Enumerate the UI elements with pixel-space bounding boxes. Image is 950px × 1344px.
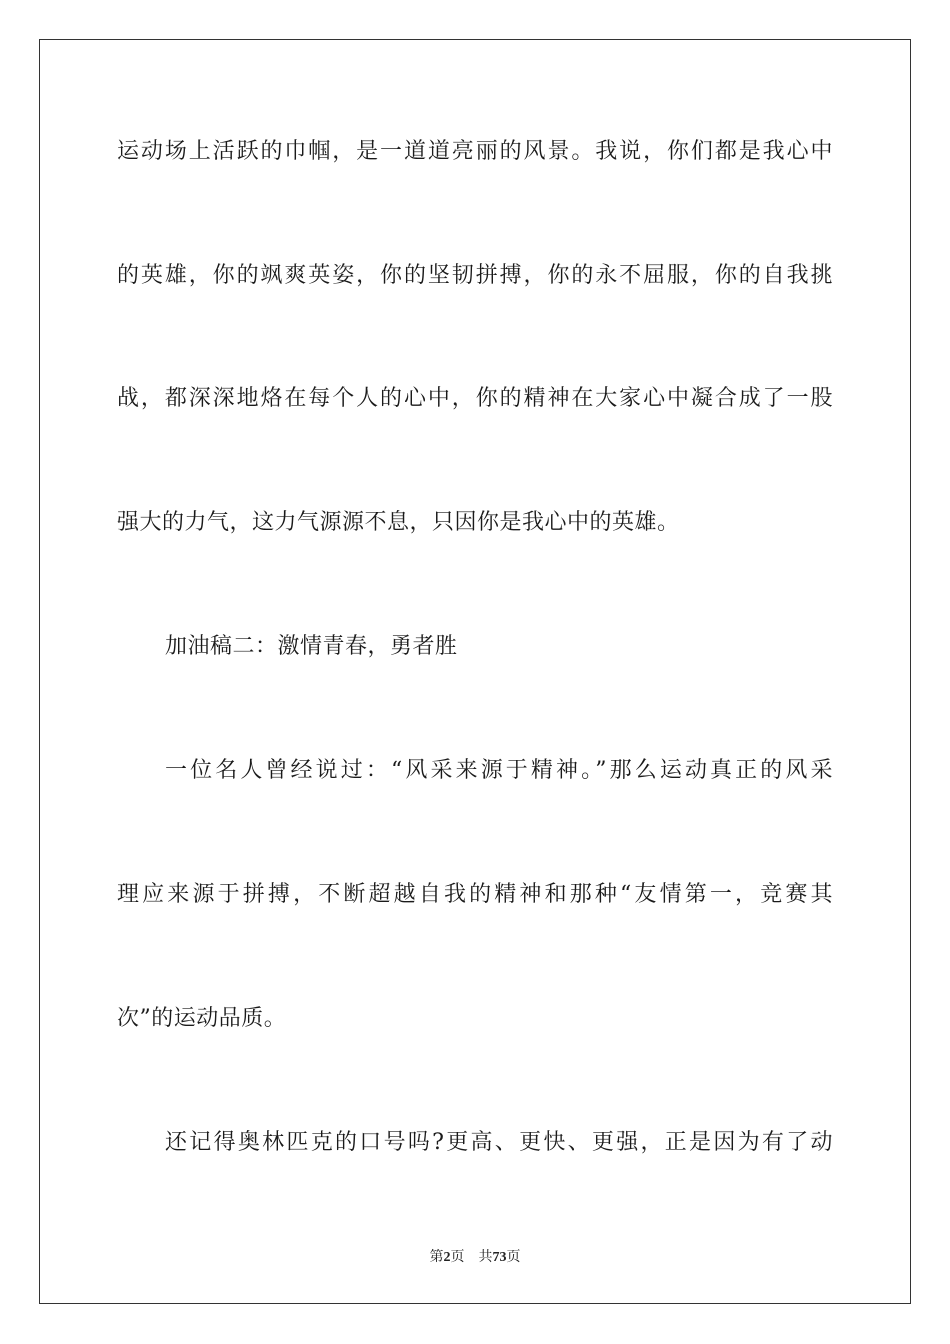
body-line-3: 战，都深深地烙在每个人的心中，你的精神在大家心中凝合成了一股 bbox=[117, 386, 833, 411]
body-line-2: 的英雄，你的飒爽英姿，你的坚韧拼搏，你的永不屈服，你的自我挑 bbox=[117, 263, 833, 288]
body-line-8: 次”的运动品质。 bbox=[117, 1006, 287, 1031]
body-line-4: 强大的力气，这力气源源不息，只因你是我心中的英雄。 bbox=[117, 510, 680, 535]
page-number: 2 bbox=[443, 1250, 451, 1265]
page-suffix: 页 bbox=[450, 1249, 465, 1265]
page-footer bbox=[0, 1247, 950, 1268]
page-border bbox=[39, 39, 911, 1304]
total-pages: 73 bbox=[492, 1250, 507, 1265]
section-heading: 加油稿二：激情青春，勇者胜 bbox=[165, 634, 458, 659]
total-suffix: 页 bbox=[506, 1249, 521, 1265]
body-line-7: 理应来源于拼搏，不断超越自我的精神和那种“友情第一，竞赛其 bbox=[117, 882, 833, 907]
total-prefix: 共 bbox=[478, 1249, 493, 1265]
body-line-6: 一位名人曾经说过：“风采来源于精神。”那么运动真正的风采 bbox=[165, 758, 833, 783]
body-line-9: 还记得奥林匹克的口号吗?更高、更快、更强，正是因为有了动 bbox=[165, 1130, 833, 1155]
body-line-1: 运动场上活跃的巾帼，是一道道亮丽的风景。我说，你们都是我心中 bbox=[117, 139, 833, 164]
page-prefix: 第 bbox=[429, 1249, 444, 1265]
